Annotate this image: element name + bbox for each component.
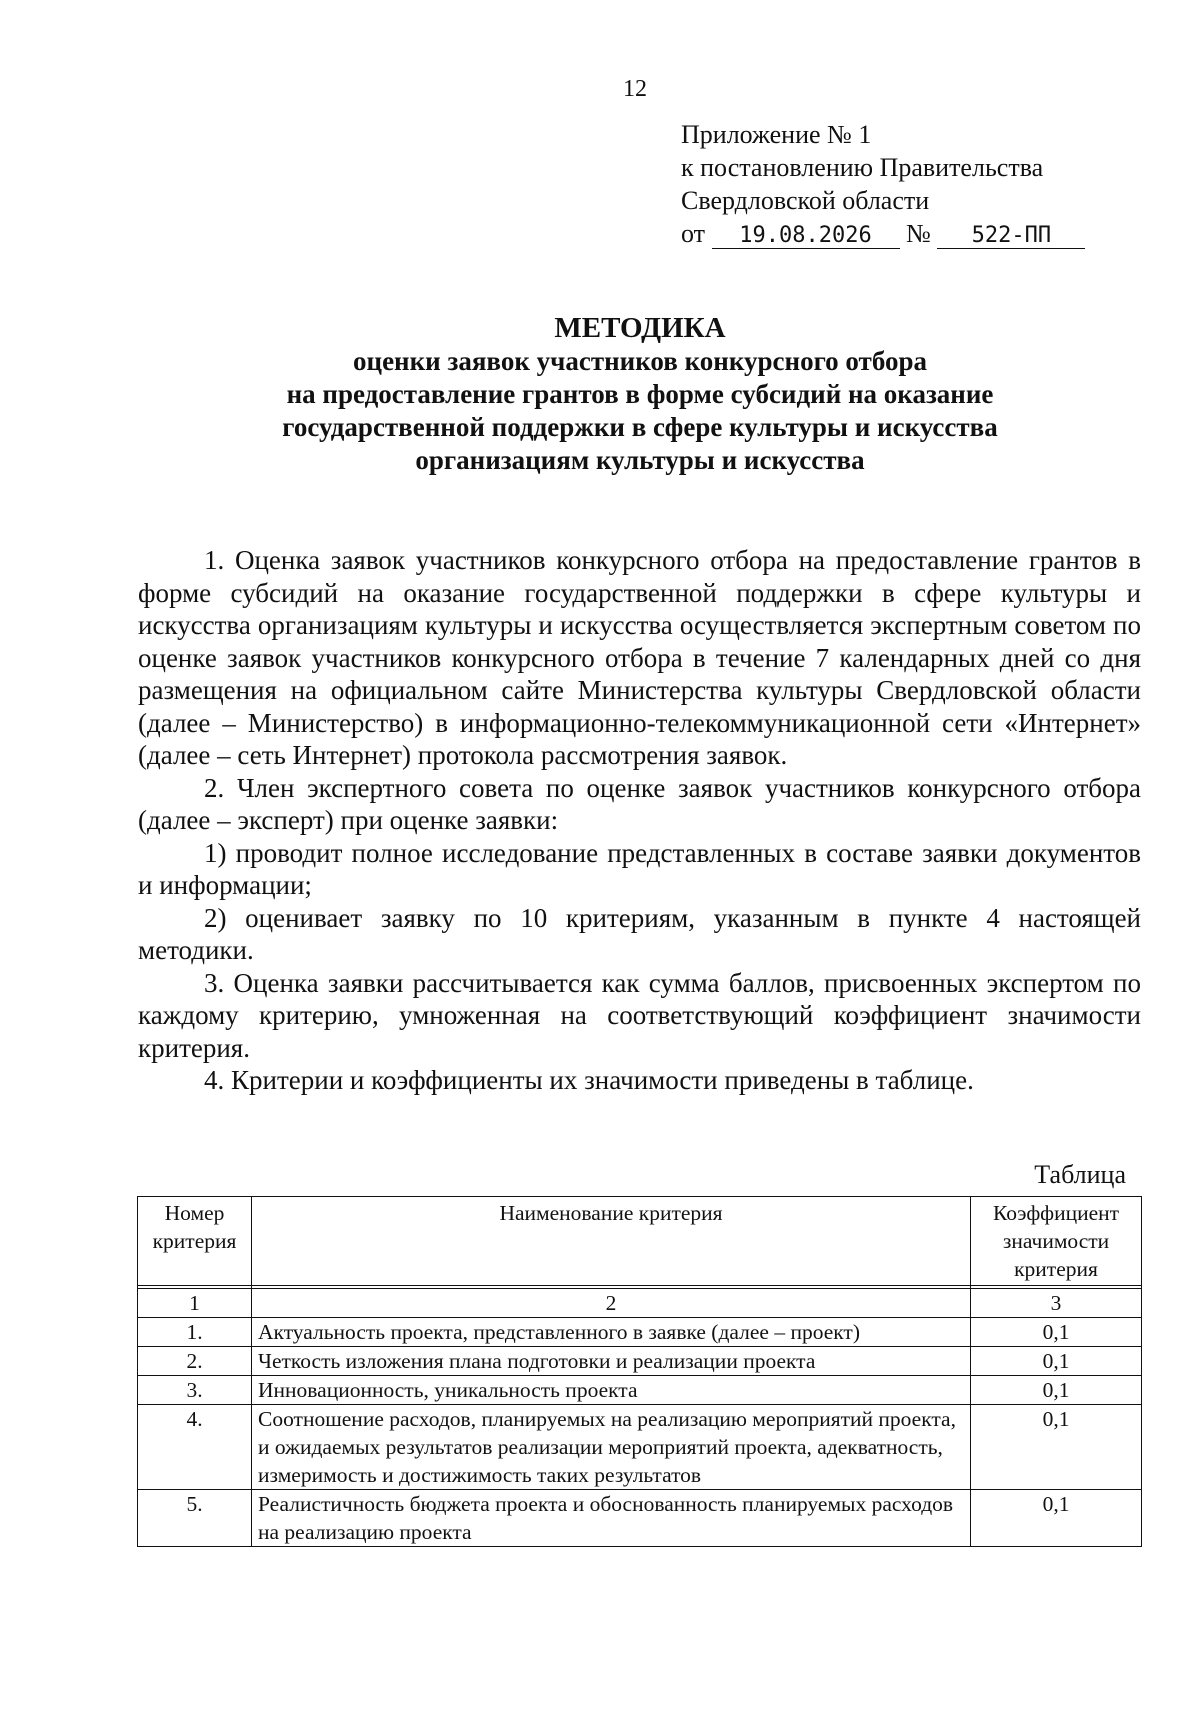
appendix-date-line: [681, 217, 1085, 250]
row-number: 1.: [138, 1318, 252, 1347]
row-number: 5.: [138, 1490, 252, 1547]
header-coefficient: Коэффициент значимости критерия: [971, 1197, 1142, 1286]
table-row: [138, 1347, 1142, 1376]
column-number-1: 1: [138, 1289, 252, 1318]
table-row: [138, 1318, 1142, 1347]
row-number: 2.: [138, 1347, 252, 1376]
row-name: Актуальность проекта, представленного в заявке (далее – проект): [252, 1318, 971, 1347]
number-prefix: №: [906, 219, 931, 248]
table-row: [138, 1490, 1142, 1547]
paragraph-2: 2. Член экспертного совета по оценке заявок участников конкурсного отбора (далее – эксперт) при оценке заявки:: [138, 772, 1141, 835]
title-line-2: на предоставление грантов в форме субсидий на оказание: [286, 379, 994, 409]
row-coefficient: 0,1: [971, 1376, 1142, 1405]
table-row: [138, 1376, 1142, 1405]
date-prefix: от: [681, 219, 706, 248]
document-number: 522-ПП: [937, 224, 1085, 249]
header-name: Наименование критерия: [252, 1197, 971, 1286]
column-number-2: 2: [252, 1289, 971, 1318]
title-heading: МЕТОДИКА: [554, 312, 726, 344]
row-name: Соотношение расходов, планируемых на реализацию мероприятий проекта, и ожидаемых результатов реализации мероприятий проекта, адекватность, измеримость и достижимость таких результатов: [252, 1405, 971, 1490]
row-coefficient: 0,1: [971, 1318, 1142, 1347]
appendix-line-1: Приложение № 1: [681, 120, 872, 149]
criteria-table: [137, 1196, 1142, 1547]
row-coefficient: 0,1: [971, 1347, 1142, 1376]
table-label: Таблица: [1034, 1160, 1126, 1189]
paragraph-2-item-2: 2) оценивает заявку по 10 критериям, указанным в пункте 4 настоящей методики.: [138, 902, 1141, 965]
title-line-4: организациям культуры и искусства: [415, 445, 865, 475]
appendix-block: [681, 118, 1085, 250]
document-title: [200, 312, 1080, 477]
paragraph-2-item-1: 1) проводит полное исследование представленных в составе заявки документов и информации;: [138, 837, 1141, 900]
appendix-line-2: к постановлению Правительства: [681, 153, 1044, 182]
title-line-1: оценки заявок участников конкурсного отбора: [353, 346, 927, 376]
page-number: 12: [623, 76, 647, 102]
row-number: 3.: [138, 1376, 252, 1405]
title-line-3: государственной поддержки в сфере культуры и искусства: [282, 412, 998, 442]
document-body: [138, 544, 1141, 1097]
row-coefficient: 0,1: [971, 1490, 1142, 1547]
paragraph-4: 4. Критерии и коэффициенты их значимости приведены в таблице.: [204, 1065, 974, 1095]
document-date: 19.08.2026: [712, 224, 900, 249]
header-number: Номер критерия: [138, 1197, 252, 1286]
paragraph-3: 3. Оценка заявки рассчитывается как сумма баллов, присвоенных экспертом по каждому критерию, умноженная на соответствующий коэффициент значимости критерия.: [138, 967, 1141, 1063]
table-header-row: [138, 1197, 1142, 1286]
appendix-line-3: Свердловской области: [681, 186, 930, 215]
column-numbers-row: [138, 1289, 1142, 1318]
column-number-3: 3: [971, 1289, 1142, 1318]
paragraph-1: 1. Оценка заявок участников конкурсного отбора на предоставление грантов в форме субсидий на оказание государственной поддержки в сфере культуры и искусства организациям культуры и искусства осуществляется экспертным советом по оценке заявок участников конкурсного отбора в течение 7 календарных дней со дня размещения на официальном сайте Министерства культуры Свердловской области (далее – Министерство) в информационно-телекоммуникационной сети «Интернет» (далее – сеть Интернет) протокола рассмотрения заявок.: [138, 545, 1141, 770]
row-name: Реалистичность бюджета проекта и обоснованность планируемых расходов на реализацию проекта: [252, 1490, 971, 1547]
row-number: 4.: [138, 1405, 252, 1490]
row-name: Инновационность, уникальность проекта: [252, 1376, 971, 1405]
row-name: Четкость изложения плана подготовки и реализации проекта: [252, 1347, 971, 1376]
row-coefficient: 0,1: [971, 1405, 1142, 1490]
table-row: [138, 1405, 1142, 1490]
